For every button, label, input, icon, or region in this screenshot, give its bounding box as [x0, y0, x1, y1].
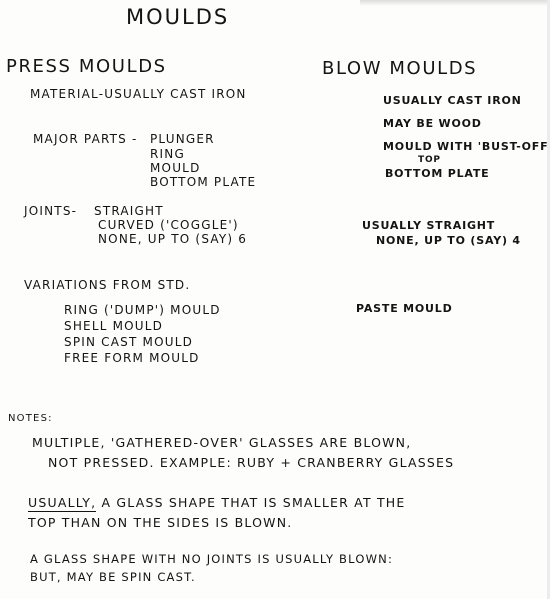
- press-part-ring: RING: [150, 147, 185, 161]
- press-joint-none: NONE, UP TO (SAY) 6: [98, 232, 248, 246]
- note-1-line-1: MULTIPLE, 'GATHERED-OVER' GLASSES ARE BLOWN,: [32, 435, 412, 450]
- press-part-bottom-plate: BOTTOM PLATE: [150, 175, 257, 189]
- blow-moulds-heading: BLOW MOULDS: [322, 58, 478, 79]
- blow-mould-note-top: TOP: [418, 155, 441, 165]
- press-joints-label: JOINTS-: [24, 204, 78, 218]
- blow-material-alt: MAY BE WOOD: [383, 117, 482, 130]
- note-2-text: A GLASS SHAPE THAT IS SMALLER AT THE: [96, 495, 406, 510]
- press-material: MATERIAL-USUALLY CAST IRON: [30, 87, 247, 101]
- note-2-line-2: TOP THAN ON THE SIDES IS BLOWN.: [28, 515, 293, 530]
- note-3-line-2: BUT, MAY BE SPIN CAST.: [30, 570, 196, 584]
- page-title: MOULDS: [126, 5, 230, 29]
- press-joint-straight: STRAIGHT: [94, 204, 164, 218]
- blow-variation-paste-mould: PASTE MOULD: [356, 302, 453, 315]
- variation-spin-cast-mould: SPIN CAST MOULD: [64, 335, 194, 349]
- note-2-emphasis: USUALLY,: [28, 495, 97, 510]
- note-1-line-2: NOT PRESSED. EXAMPLE: RUBY + CRANBERRY GLASSES: [48, 455, 455, 470]
- press-moulds-heading: PRESS MOULDS: [6, 56, 167, 77]
- note-2-line-1: [28, 496, 406, 510]
- note-3-line-1: A GLASS SHAPE WITH NO JOINTS IS USUALLY BLOWN:: [30, 552, 394, 566]
- notes-label: NOTES:: [8, 413, 53, 424]
- press-major-parts-label: MAJOR PARTS -: [33, 132, 138, 146]
- blow-joint-straight: USUALLY STRAIGHT: [362, 219, 496, 232]
- paper-edge-shadow: [360, 0, 550, 6]
- blow-joint-none: NONE, UP TO (SAY) 4: [376, 234, 521, 247]
- press-joint-curved: CURVED ('COGGLE'): [98, 218, 239, 232]
- variations-heading: VARIATIONS FROM STD.: [24, 278, 191, 292]
- variation-ring-dump-mould: RING ('DUMP') MOULD: [64, 303, 221, 317]
- variation-shell-mould: SHELL MOULD: [64, 319, 164, 333]
- variation-free-form-mould: FREE FORM MOULD: [64, 351, 200, 365]
- press-part-plunger: PLUNGER: [150, 132, 215, 146]
- press-part-mould: MOULD: [150, 161, 201, 175]
- blow-mould-note: MOULD WITH 'BUST-OFF: [383, 140, 549, 153]
- blow-bottom-plate: BOTTOM PLATE: [385, 167, 490, 180]
- blow-material: USUALLY CAST IRON: [383, 94, 522, 107]
